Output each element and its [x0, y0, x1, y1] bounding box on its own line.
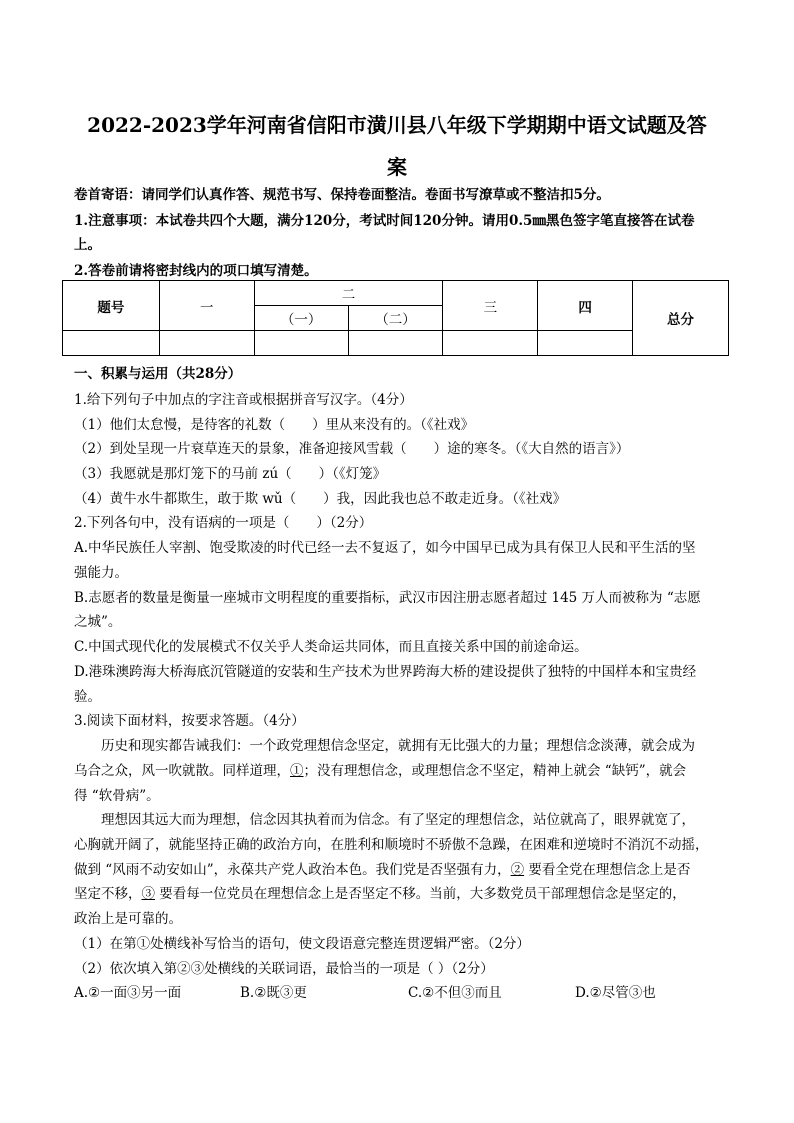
passage-text: ；没有理想信念，或理想信念不坚定，精神上就会 “缺钙”，就会: [303, 763, 687, 779]
passage-p2-line-2: 心胸就开阔了，就能坚持正确的政治方向，在胜利和顺境时不骄傲不急躁，在困难和逆境时不消沉不动摇，: [74, 837, 709, 853]
passage-text: 乌合之众，风一吹就散。同样道理，: [74, 763, 290, 779]
passage-p1-line-3: 得 “软骨病”。: [74, 788, 160, 804]
table-header-four: 四: [538, 281, 633, 331]
table-header-two-a: （一）: [254, 306, 348, 331]
title-line-1: 2022-2023学年河南省信阳市潢川县八年级下学期期中语文试题及答: [87, 113, 707, 137]
question-1-item-4: （4）黄牛水牛都欺生，敢于欺 wǔ（ ）我，因此我也总不敢走近身。（《社戏》: [74, 491, 567, 507]
question-2-option-b-2: 之城”。: [74, 614, 122, 630]
exam-title: [60, 104, 734, 188]
blank-marker-3: ③: [141, 886, 155, 902]
section-1-heading: 一、积累与运用（共28分）: [74, 366, 242, 382]
passage-p2-line-3: [74, 858, 690, 878]
question-2: 2.下列各句中，没有语病的一项是（ ）（2分）: [74, 515, 373, 531]
table-header-two: 二: [254, 281, 443, 306]
passage-p2-line-5: 政治上是可靠的。: [74, 911, 182, 927]
question-1-item-1: （1）他们太怠慢，是待客的礼数（ ）里从来没有的。（《社戏》: [74, 417, 475, 433]
table-header-two-b: （二）: [348, 306, 443, 331]
score-table: [62, 280, 729, 356]
score-cell[interactable]: [348, 331, 443, 356]
question-2-option-c: C.中国式现代化的发展模式不仅关乎人类命运共同体，而且直接关系中国的前途命运。: [74, 639, 588, 655]
score-cell[interactable]: [63, 331, 160, 356]
question-2-option-d-1: D.港珠澳跨海大桥海底沉管隧道的安装和生产技术为世界跨海大桥的建设提供了独特的中国样本和宝贵经: [74, 664, 697, 680]
passage-text: 坚定不移，: [74, 886, 142, 902]
passage-p1-line-2: [74, 759, 686, 779]
passage-text: 要看全党在理想信念上是否: [524, 862, 691, 878]
question-3-sub-2: （2）依次填入第②③处横线的关联词语，最恰当的一项是（ ）（2分）: [74, 961, 494, 977]
notice-seal-line: 2.答卷前请将密封线内的项口填写清楚。: [74, 263, 318, 279]
blank-marker-1: ①: [290, 763, 304, 779]
notice-rules-1: 1.注意事项：本试卷共四个大题，满分120分，考试时间120分钟。请用0.5㎜黑色签字笔直接答在试卷: [74, 213, 695, 229]
question-3-option-b: B.②既③更: [240, 985, 307, 1001]
table-header-total: 总分: [633, 281, 729, 356]
question-2-option-a-1: A.中华民族任人宰割、饱受欺凌的时代已经一去不复返了，如今中国早已成为具有保卫人民和平生活的坚: [74, 540, 696, 556]
notice-greeting: 卷首寄语：请同学们认真作答、规范书写、保持卷面整洁。卷面书写潦草或不整洁扣5分。: [74, 187, 610, 203]
table-header-three: 三: [443, 281, 538, 331]
score-cell[interactable]: [159, 331, 254, 356]
title-line-2: 案: [387, 155, 407, 179]
passage-p1-line-1: 历史和现实都告诫我们：一个政党理想信念坚定，就拥有无比强大的力量；理想信念淡薄，就会成为: [101, 738, 695, 754]
passage-p2-line-1: 理想因其远大而为理想，信念因其执着而为信念。有了坚定的理想信念，站位就高了，眼界就宽了，: [101, 812, 695, 828]
question-1-item-2: （2）到处呈现一片衰草连天的景象，准备迎接风雪载（ ）途的寒冬。（《大自然的语言》）: [74, 441, 630, 457]
question-2-option-b-1: B.志愿者的数量是衡量一座城市文明程度的重要指标，武汉市因注册志愿者超过 145 万人而被称为 “志愿: [74, 590, 701, 606]
question-3-sub-1: （1）在第①处横线补写恰当的语句，使文段语意完整连贯逻辑严密。（2分）: [74, 936, 530, 952]
table-header-one: 一: [159, 281, 254, 331]
question-3-option-d: D.②尽管③也: [575, 985, 656, 1001]
notice-rules-2: 上。: [74, 237, 101, 253]
passage-text: 要看每一位党员在理想信念上是否坚定不移。当前，大多数党员干部理想信念是坚定的，: [155, 886, 686, 902]
passage-p2-line-4: [74, 882, 686, 902]
question-2-option-a-2: 强能力。: [74, 565, 128, 581]
question-1-item-3: （3）我愿就是那灯笼下的马前 zú（ ）（《灯笼》: [74, 466, 387, 482]
blank-marker-2: ②: [510, 862, 525, 878]
question-3-option-c: C.②不但③而且: [408, 985, 502, 1001]
score-cell[interactable]: [443, 331, 538, 356]
question-2-option-d-2: 验。: [74, 689, 101, 705]
question-3-option-a: A.②一面③另一面: [74, 985, 182, 1001]
score-cell[interactable]: [538, 331, 633, 356]
passage-text: 做到 “风雨不动安如山”，永葆共产党人政治本色。我们党是否坚强有力，: [74, 862, 511, 878]
question-3: 3.阅读下面材料，按要求答题。（4分）: [74, 713, 305, 729]
table-header-number: 题号: [63, 281, 160, 331]
score-cell[interactable]: [254, 331, 348, 356]
question-1: 1.给下列句子中加点的字注音或根据拼音写汉字。（4分）: [74, 392, 413, 408]
